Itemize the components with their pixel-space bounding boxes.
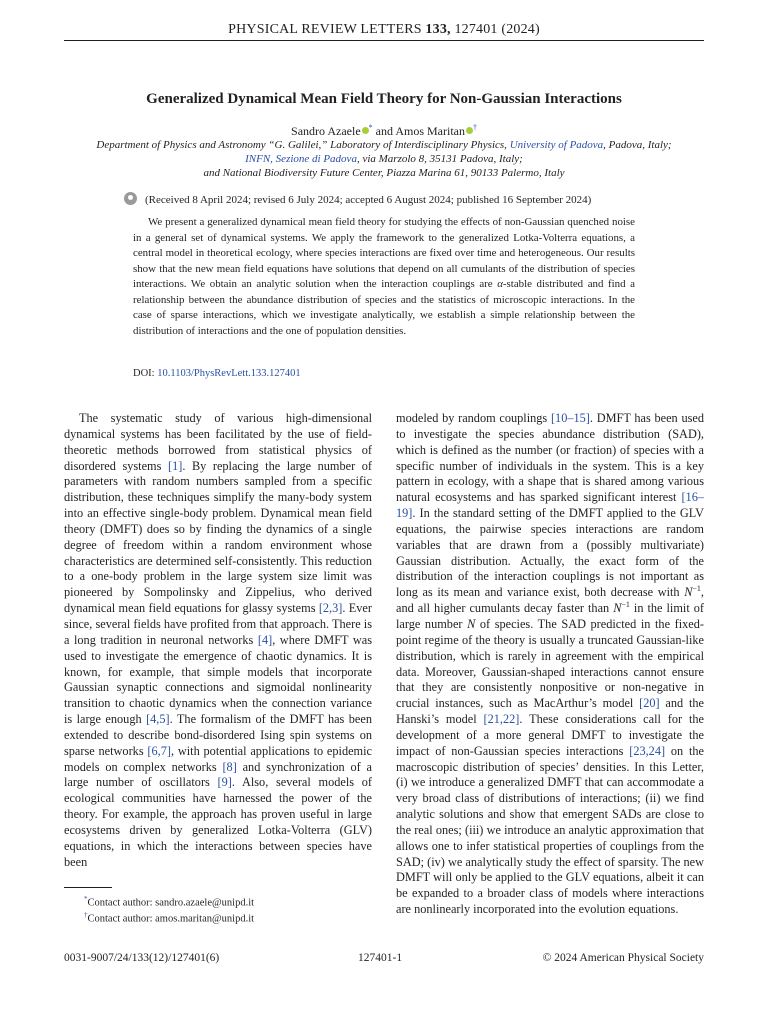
- body-text: and synchronization of a large number of oscillators: [64, 759, 372, 790]
- math-exponent: −1: [692, 584, 701, 594]
- copyright-notice: © 2024 American Physical Society: [542, 952, 704, 964]
- footnote-mark[interactable]: †: [472, 123, 477, 132]
- citation-link[interactable]: [2,3]: [318, 601, 343, 616]
- body-text: , with potential applications to epidemic models on complex networks: [64, 743, 372, 774]
- doi-line: [133, 368, 301, 379]
- body-text: . DMFT has been used to investigate the species abundance distribution (SAD), which is defined as the number (or fraction) of species with a specific number of individuals in the system. This is a key pattern in ecology, with a shape that is shared among various natural ecosystems and has sparked significant interest: [396, 411, 704, 505]
- footnote-text: Contact author: amos.maritan@unipd.it: [87, 913, 255, 925]
- footnote: [84, 911, 254, 925]
- footnote-rule: [64, 887, 112, 888]
- author-name: Sandro Azaele: [291, 124, 361, 138]
- citation-link[interactable]: [21,22]: [483, 712, 520, 727]
- author-name: and Amos Maritan: [375, 124, 465, 138]
- running-head: [64, 22, 704, 38]
- abstract-text: We present a generalized dynamical mean field theory for studying the effects of non-Gaussian quenched noise in a general set of dynamical systems. We apply the framework to the generalized Lotka-Volterra equations, a central model in theoretical ecology, where species interactions are fixed over time and heterogeneous. Our results show that the new mean field equations have solutions that depend on all cumulants of the distribution of species interactions. We obtain an analytic solution when the interaction couplings are: [133, 216, 635, 291]
- author-line: [64, 123, 704, 139]
- body-text: and the Hanski’s model: [396, 696, 704, 727]
- citation-link[interactable]: [6,7]: [147, 743, 171, 758]
- abstract: [133, 215, 635, 339]
- citation-link[interactable]: [1]: [167, 458, 183, 473]
- body-text: modeled by random couplings: [396, 411, 551, 425]
- citation-link[interactable]: [23,24]: [629, 743, 666, 758]
- body-text: . Also, several models of ecological communities have harnessed the power of the theory. For example, the approach has proven useful in large ecosystems driven by generalized Lotka-Volterra (GLV) equations, in which the interactions between species have been: [64, 775, 372, 869]
- body-column-left: [64, 411, 372, 870]
- citation-link[interactable]: [4,5]: [146, 712, 170, 727]
- affiliation-text: , via Marzolo 8, 35131 Padova, Italy;: [356, 153, 523, 165]
- footnote: [84, 895, 254, 909]
- header-rule: [64, 40, 704, 41]
- citation-link[interactable]: [8]: [222, 759, 237, 774]
- affiliation-line: and National Biodiversity Future Center, Piazza Marina 61, 90133 Palermo, Italy: [203, 167, 565, 179]
- body-text: . These considerations call for the development of a more general DMFT to investigate the impact of non-Gaussian species interactions: [396, 712, 704, 758]
- math-symbol: N: [684, 585, 693, 600]
- body-text: The systematic study of various high-dimensional dynamical systems has been facilitated by the use of field-theoretic methods borrowed from statistical physics of disordered systems: [64, 411, 372, 473]
- body-text: on the macroscopic distribution of species’ densities. In this Letter, (i) we introduce a generalized DMFT that can accommodate a very broad class of distributions of interactions; (ii) we find analytic solutions and show that emergent SADs are close to the real ones; (iii) we introduce an analytic approximation that allows one to infer statistical properties of couplings from the SAD; (iv) we analytically study the effect of sparsity. The new DMFT will only be applied to the GLV equations, albeit it can be expanded to a broader class of models where interactions are nonlinearly incorporated into the evolution equations.: [396, 743, 705, 917]
- affiliation-link[interactable]: INFN, Sezione di Padova: [245, 153, 357, 165]
- affiliation-text: , Padova, Italy;: [603, 139, 672, 151]
- affiliation-link[interactable]: University of Padova: [509, 139, 604, 151]
- body-text: of species. The SAD predicted in the fixed-point regime of the theory is usually a truncated Gaussian-like distribution, which is rarely in agreement with the empirical data. Moreover, Gaussian-shaped interactions cannot ensure that they are consistently nonpositive or non-negative in crucial instances, such as MacArthur’s model: [396, 616, 704, 711]
- math-exponent: −1: [621, 600, 630, 610]
- page-number: 127401-1: [358, 952, 403, 964]
- citation-link[interactable]: [4]: [257, 632, 273, 647]
- body-text: , where DMFT was used to investigate the emergence of chaotic dynamics. It is known, for example, that simple models that incorporate Gaussian synaptic connections and sigmoidal nonlinearity transition to chaotic dynamics when the connection variance is large enough: [64, 632, 372, 727]
- publication-code: 0031-9007/24/133(12)/127401(6): [64, 952, 220, 964]
- doi-label: DOI:: [133, 368, 155, 379]
- received-dates: [124, 192, 684, 206]
- journal-name: PHYSICAL REVIEW LETTERS: [228, 22, 422, 37]
- citation-link[interactable]: [9]: [217, 775, 232, 790]
- orcid-icon[interactable]: [466, 127, 473, 134]
- paper-title: Generalized Dynamical Mean Field Theory for Non-Gaussian Interactions: [146, 91, 622, 107]
- math-symbol: N: [613, 601, 622, 616]
- body-text: . In the standard setting of the DMFT applied to the GLV equations, the pairwise species interactions are random variables that are drawn from a (possibly multivariate) Gaussian distribution. Actually, the exact form of the distribution of the interaction couplings is not important as long as its mean and variance exist, both decrease with: [396, 506, 704, 600]
- doi-link[interactable]: 10.1103/PhysRevLett.133.127401: [157, 368, 301, 379]
- abstract-text: -stable distributed and find a relationship between the abundance distribution of species and the statistics of microscopic interactions. In the case of sparse interactions, which we investigate analytically, we establish a simple relationship between the distribution of interactions and the one of population densities.: [133, 278, 635, 337]
- body-text: , and all higher cumulants decay faster than: [396, 585, 704, 616]
- body-text: . The formalism of the DMFT has been extended to describe bond-disordered Ising spin systems on sparse networks: [64, 712, 372, 758]
- crossmark-icon[interactable]: [124, 192, 137, 205]
- affiliation-line: [64, 153, 704, 165]
- footnote-mark: *: [84, 895, 88, 903]
- body-column-right: [396, 411, 704, 918]
- math-symbol: N: [467, 616, 476, 631]
- article-number: 127401 (2024): [454, 22, 540, 37]
- footnote-text: Contact author: sandro.azaele@unipd.it: [87, 897, 255, 909]
- volume-number: 133,: [425, 22, 451, 37]
- citation-link[interactable]: [20]: [639, 696, 660, 711]
- orcid-icon[interactable]: [362, 127, 369, 134]
- affiliation-text: Department of Physics and Astronomy “G. Galilei,” Laboratory of Interdisciplinary Physics,: [96, 139, 510, 151]
- citation-link[interactable]: [10–15]: [550, 411, 590, 425]
- affiliation-line: [64, 139, 704, 151]
- footnote-mark: †: [84, 911, 88, 919]
- alpha-symbol: α: [497, 278, 503, 291]
- body-text: in the limit of large number: [396, 601, 704, 631]
- body-text: . By replacing the large number of parameters with random numbers sampled from a specific distribution, these techniques simplify the many-body system into an effective single-body problem. Dynamical mean field theory (DMFT) does so by finding the dynamics of a single degree of freedom within a random environment whose characteristics are determined self-consistently. This reduction to a one-body problem in the large system size limit was pioneered by Sompolinsky and Zippelius, who derived dynamical mean field equations for glassy systems: [64, 458, 372, 616]
- footnote-mark[interactable]: *: [368, 123, 373, 132]
- citation-link[interactable]: [16–19]: [396, 490, 704, 521]
- body-text: . Ever since, several fields have profited from that approach. There is a long tradition in neuronal networks: [64, 601, 372, 647]
- received-text: (Received 8 April 2024; revised 6 July 2024; accepted 6 August 2024; published 16 September 2024): [145, 194, 592, 206]
